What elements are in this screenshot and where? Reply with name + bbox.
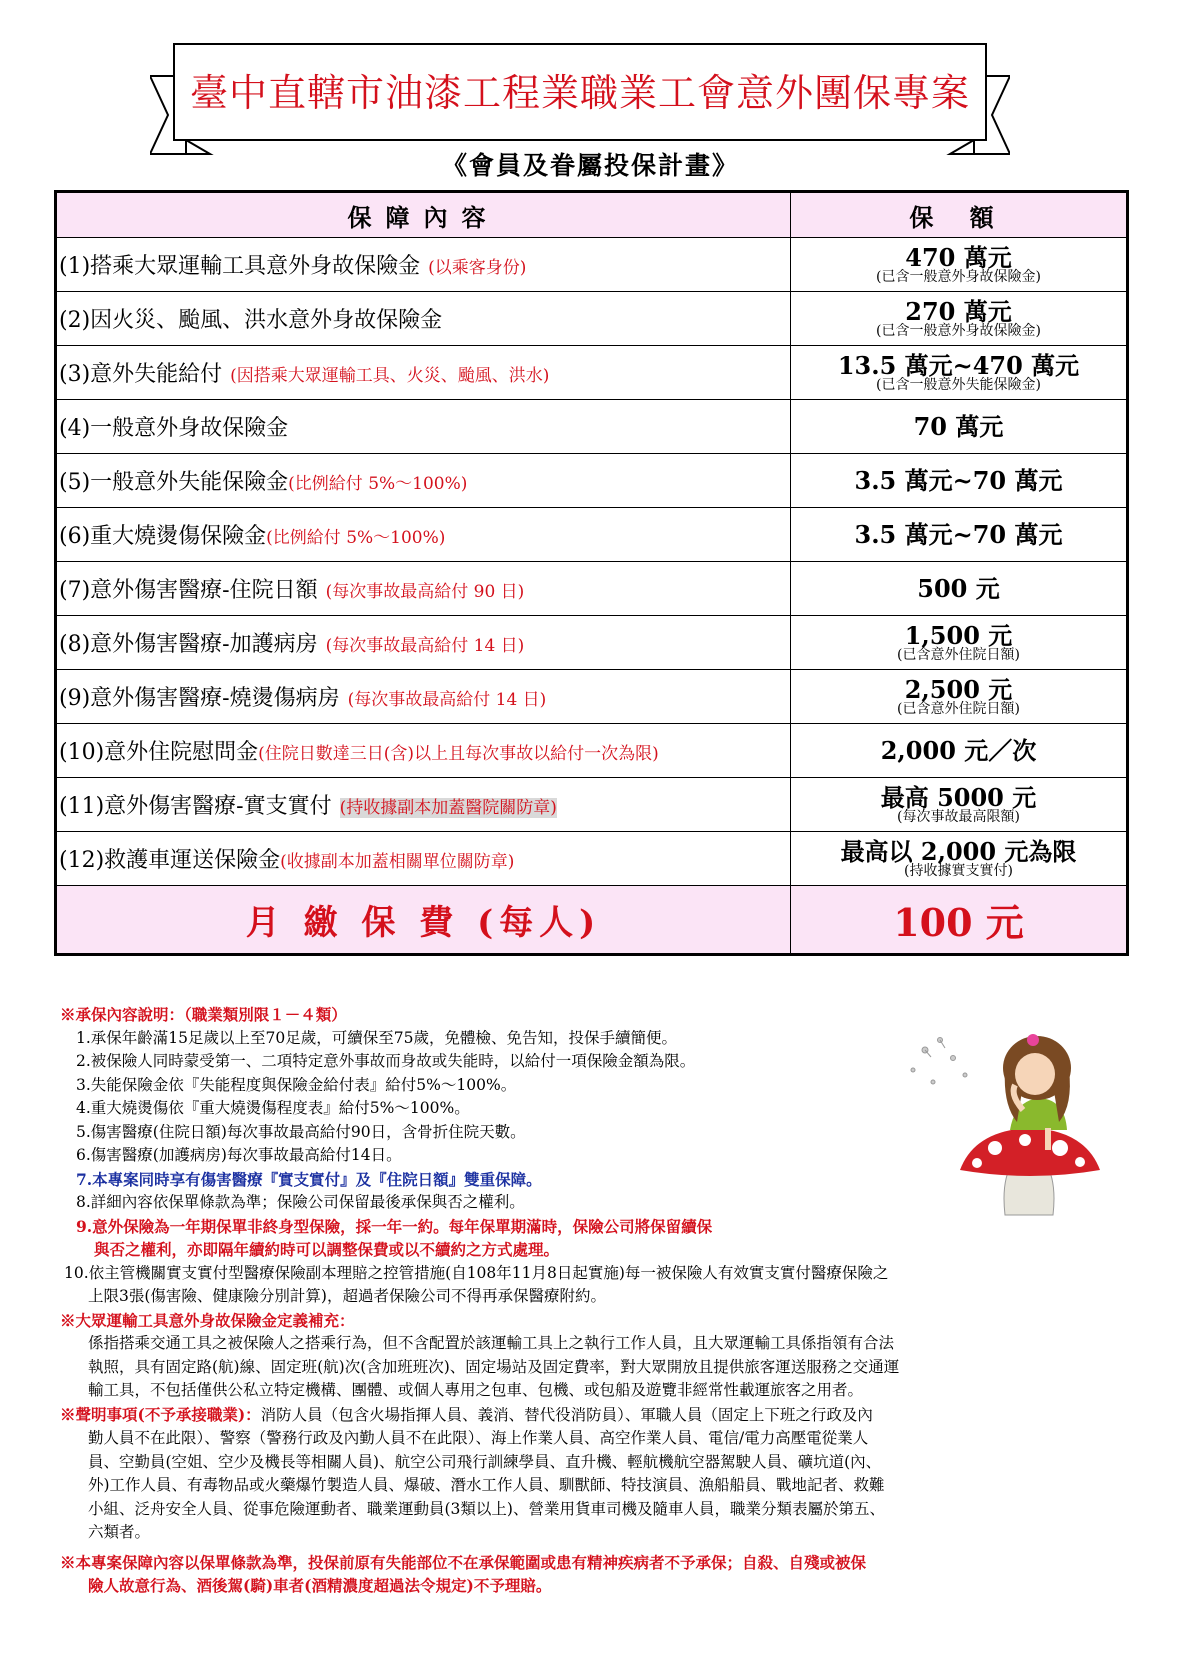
- coverage-label: (1)搭乘大眾運輸工具意外身故保險金: [59, 254, 421, 279]
- coverage-note: (每次事故最高給付 14 日): [325, 636, 525, 656]
- coverage-note: (持收據副本加蓋醫院關防章): [339, 798, 557, 818]
- transport-definition-line: 執照，具有固定路(航)線、固定班(航)次(含加班班次)、固定場站及固定費率，對大眾開放且提供旅客運送服務之交通運: [88, 1357, 900, 1376]
- coverage-item: [56, 616, 791, 670]
- note-item: 8.詳細內容依保單條款為準；保險公司保留最後承保與否之權利。: [76, 1193, 525, 1211]
- coverage-amount: 2,000 元／次: [880, 735, 1037, 765]
- coverage-amount: 13.5 萬元~470 萬元: [837, 350, 1080, 380]
- coverage-amount-note: (已含意外住院日額): [897, 700, 1020, 717]
- title-banner: [150, 36, 1010, 156]
- coverage-label: (10)意外住院慰問金: [59, 740, 259, 765]
- coverage-amount: 最高 5000 元: [880, 782, 1037, 812]
- coverage-amount-cell: [791, 562, 1128, 616]
- coverage-item: [56, 454, 791, 508]
- declaration-line: 六類者。: [88, 1523, 151, 1541]
- coverage-note: (收據副本加蓋相關單位關防章): [280, 852, 515, 872]
- coverage-amount-cell: [791, 454, 1128, 508]
- coverage-note: (因搭乘大眾運輸工具、火災、颱風、洪水): [230, 366, 550, 386]
- plan-subtitle: 《會員及眷屬投保計畫》: [441, 151, 739, 180]
- note-item: 6.傷害醫療(加護病房)每次事故最高給付14日。: [76, 1146, 402, 1164]
- coverage-note: (比例給付 5%～100%): [266, 528, 446, 548]
- coverage-label: (11)意外傷害醫療-實支實付: [59, 794, 332, 819]
- coverage-amount-cell: [791, 778, 1128, 832]
- coverage-note: (每次事故最高給付 90 日): [325, 582, 525, 602]
- transport-definition-line: 係指搭乘交通工具之被保險人之搭乘行為，但不含配置於該運輸工具上之執行工作人員，且大眾運輸工具係指領有合法: [88, 1334, 895, 1352]
- coverage-note: (以乘客身份): [428, 258, 527, 278]
- coverage-amount-cell: [791, 724, 1128, 778]
- coverage-amount: 3.5 萬元~70 萬元: [854, 465, 1063, 495]
- coverage-item: [56, 400, 791, 454]
- table-row: [56, 616, 1128, 670]
- coverage-amount-cell: [791, 400, 1128, 454]
- coverage-item: [56, 670, 791, 724]
- declaration-line: 小組、泛舟安全人員、從事危險運動者、職業運動員(3類以上)、營業用貨車司機及隨車人員，職業分類表屬於第五、: [88, 1499, 885, 1518]
- coverage-item: [56, 508, 791, 562]
- coverage-label: (6)重大燒燙傷保險金: [59, 524, 267, 549]
- declaration-line: 員、空勤員(空姐、空少及機長等相關人員)、航空公司飛行訓練學員、直升機、輕航機航空器駕駛人員、礦坑道(內、: [88, 1452, 882, 1471]
- table-row: [56, 832, 1128, 886]
- coverage-amount-cell: [791, 508, 1128, 562]
- note-item: 7.本專案同時享有傷害醫療『實支實付』及『住院日額』雙重保障。: [76, 1169, 542, 1189]
- coverage-amount: 3.5 萬元~70 萬元: [854, 519, 1063, 549]
- girl-mushroom-illustration: [905, 1030, 1135, 1250]
- coverage-label: (2)因火災、颱風、洪水意外身故保險金: [59, 308, 443, 333]
- coverage-amount: 2,500 元: [904, 674, 1013, 704]
- coverage-amount-note: (已含一般意外身故保險金): [876, 322, 1041, 339]
- coverage-amount-note: (已含一般意外失能保險金): [876, 376, 1041, 393]
- coverage-amount-note: (持收據實支實付): [904, 862, 1013, 879]
- table-row: [56, 454, 1128, 508]
- table-row: [56, 670, 1128, 724]
- coverage-item: [56, 724, 791, 778]
- coverage-amount-cell: [791, 238, 1128, 292]
- header-amount: 保 額: [791, 192, 1128, 238]
- coverage-amount: 270 萬元: [905, 296, 1012, 326]
- coverage-note: (每次事故最高給付 14 日): [347, 690, 547, 710]
- table-row: [56, 508, 1128, 562]
- declaration-line: [60, 1403, 1140, 1428]
- table-row: [56, 292, 1128, 346]
- note-item: 9.意外保險為一年期保單非終身型保險，採一年一約。每年保單期滿時，保險公司將保留續保: [76, 1216, 713, 1236]
- declaration-heading: ※聲明事項(不予承接職業)：: [60, 1404, 261, 1424]
- coverage-amount-cell: [791, 670, 1128, 724]
- coverage-amount: 470 萬元: [905, 242, 1012, 272]
- table-row: [56, 400, 1128, 454]
- coverage-amount-note: (已含意外住院日額): [897, 646, 1020, 663]
- coverage-label: (12)救護車運送保險金: [59, 848, 281, 873]
- header-coverage: 保障內容: [56, 192, 791, 238]
- coverage-amount-note: (每次事故最高限額): [897, 808, 1020, 825]
- coverage-item: [56, 562, 791, 616]
- coverage-item: [56, 346, 791, 400]
- table-row: [56, 778, 1128, 832]
- coverage-label: (3)意外失能給付: [59, 362, 223, 387]
- monthly-premium-label: 月 繳 保 費 (每人): [56, 886, 791, 955]
- coverage-label: (7)意外傷害醫療-住院日額: [59, 578, 318, 603]
- coverage-amount-note: (已含一般意外身故保險金): [876, 268, 1041, 285]
- page-title: 臺中直轄市油漆工程業職業工會意外團保專案: [190, 70, 971, 115]
- coverage-amount-cell: [791, 832, 1128, 886]
- coverage-amount: 500 元: [917, 573, 1000, 603]
- coverage-label: (8)意外傷害醫療-加護病房: [59, 632, 318, 657]
- coverage-amount: 70 萬元: [913, 411, 1004, 441]
- table-row: [56, 724, 1128, 778]
- coverage-item: [56, 778, 791, 832]
- table-header-row: [56, 192, 1128, 238]
- table-row: [56, 562, 1128, 616]
- coverage-label: (9)意外傷害醫療-燒燙傷病房: [59, 686, 340, 711]
- coverage-item: [56, 292, 791, 346]
- note-item: 上限3張(傷害險、健康險分別計算)，超過者保險公司不得再承保醫療附約。: [88, 1287, 606, 1305]
- monthly-premium-value: 100 元: [791, 886, 1128, 955]
- coverage-note: (住院日數達三日(含)以上且每次事故以給付一次為限): [258, 744, 659, 764]
- coverage-amount-cell: [791, 292, 1128, 346]
- girl-mushroom-icon: [905, 1030, 1135, 1250]
- final-disclaimer-line: 險人故意行為、酒後駕(騎)車者(酒精濃度超過法令規定)不予理賠。: [88, 1576, 552, 1595]
- final-disclaimer-line: ※本專案保障內容以保單條款為準，投保前原有失能部位不在承保範圍或患有精神疾病者不予承保；自殺、自殘或被保: [60, 1552, 867, 1572]
- note-item: 5.傷害醫療(住院日額)每次事故最高給付90日，含骨折住院天數。: [76, 1122, 526, 1141]
- note-item: 1.承保年齡滿15足歲以上至70足歲，可續保至75歲，免體檢、免告知，投保手續簡便。: [76, 1028, 677, 1047]
- coverage-item: [56, 238, 791, 292]
- coverage-amount: 最高以 2,000 元為限: [840, 836, 1077, 866]
- benefits-table: [54, 190, 1129, 956]
- monthly-premium-row: [56, 886, 1128, 955]
- coverage-note: (比例給付 5%～100%): [288, 474, 468, 494]
- note-item: 10.依主管機關實支實付型醫療保險副本理賠之控管措施(自108年11月8日起實施)每一被保險人有效實支實付醫療保險之: [64, 1263, 889, 1282]
- note-item: 與否之權利，亦即隔年續約時可以調整保費或以不續約之方式處理。: [94, 1240, 560, 1259]
- coverage-label: (4)一般意外身故保險金: [59, 416, 289, 441]
- notes-heading: ※承保內容說明：（職業類別限１－４類）: [60, 1005, 347, 1024]
- table-row: [56, 238, 1128, 292]
- coverage-amount: 1,500 元: [904, 620, 1013, 650]
- declaration-line: 勤人員不在此限）、警察（警務行政及內勤人員不在此限）、海上作業人員、高空作業人員、電信/電力高壓電從業人: [88, 1429, 869, 1447]
- note-item: 2.被保險人同時蒙受第一、二項特定意外事故而身故或失能時，以給付一項保險金額為限。: [76, 1052, 696, 1070]
- coverage-amount-cell: [791, 346, 1128, 400]
- note-item: 3.失能保險金依『失能程度與保險金給付表』給付5%～100%。: [76, 1075, 517, 1094]
- coverage-item: [56, 832, 791, 886]
- declaration-line: 外)工作人員、有毒物品或火藥爆竹製造人員、爆破、潛水工作人員、馴獸師、特技演員、漁船船員、戰地記者、救難: [88, 1476, 885, 1494]
- coverage-label: (5)一般意外失能保險金: [59, 470, 289, 495]
- note-item: 4.重大燒燙傷依『重大燒燙傷程度表』給付5%～100%。: [76, 1099, 470, 1117]
- transport-definition-heading: ※大眾運輸工具意外身故保險金定義補充：: [60, 1310, 355, 1330]
- transport-definition-line: 輸工具，不包括僅供公私立特定機構、團體、或個人專用之包車、包機、或包船及遊覽非經常性載運旅客之用者。: [88, 1381, 864, 1399]
- table-row: [56, 346, 1128, 400]
- declaration-text: 消防人員（包含火場指揮人員、義消、替代役消防員）、軍職人員（固定上下班之行政及內: [260, 1405, 873, 1424]
- coverage-amount-cell: [791, 616, 1128, 670]
